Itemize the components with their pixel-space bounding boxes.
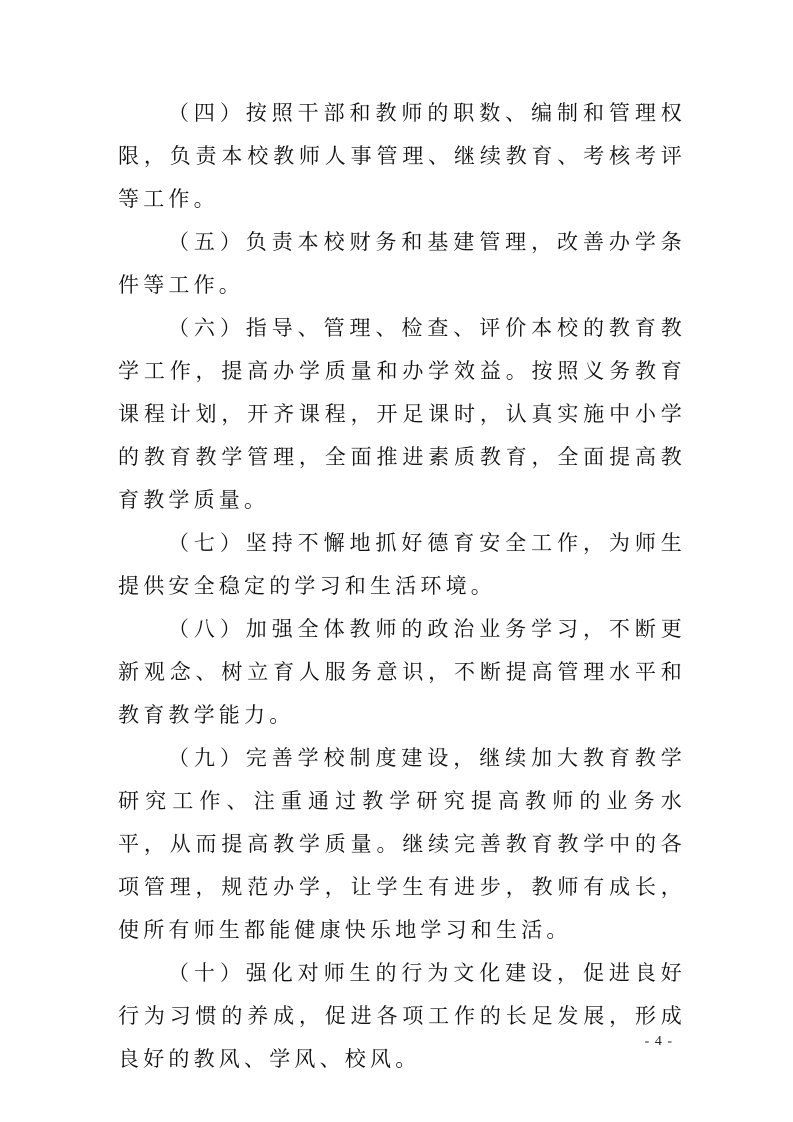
paragraph-6: （六）指导、管理、检查、评价本校的教育教学工作，提高办学质量和办学效益。按照义务教育课程计划，开齐课程，开足课时，认真实施中小学的教育教学管理，全面推进素质教育，全面提高教育教学质量。 [118,316,686,512]
paragraph-7: （七）坚持不懈地抓好德育安全工作，为师生提供安全稳定的学习和生活环境。 [118,531,686,598]
paragraph-4: （四）按照干部和教师的职数、编制和管理权限，负责本校教师人事管理、继续教育、考核考评等工作。 [118,101,686,211]
paragraph-10: （十）强化对师生的行为文化建设，促进良好行为习惯的养成，促进各项工作的长足发展，形成良好的教风、学风、校风。 [118,961,686,1071]
page-number: - 4 - [644,1034,673,1049]
paragraph-8: （八）加强全体教师的政治业务学习，不断更新观念、树立育人服务意识，不断提高管理水平和教育教学能力。 [118,617,686,727]
paragraph-5: （五）负责本校财务和基建管理，改善办学条件等工作。 [118,230,686,297]
document-body [118,92,686,1081]
paragraph-9: （九）完善学校制度建设，继续加大教育教学研究工作、注重通过教学研究提高教师的业务水平，从而提高教学质量。继续完善教育教学中的各项管理，规范办学，让学生有进步，教师有成长，使所有师生都能健康快乐地学习和生活。 [118,746,686,942]
